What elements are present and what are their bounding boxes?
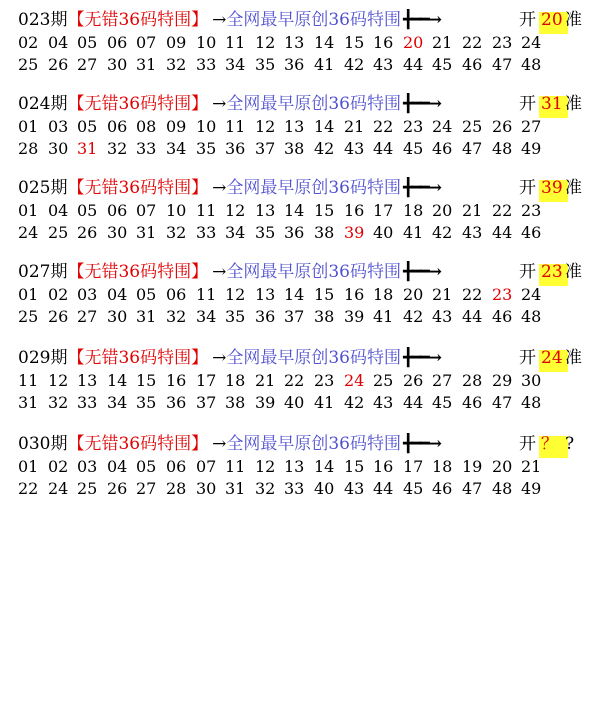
number-cell: 34 <box>225 223 246 242</box>
number-cell: 30 <box>196 479 217 498</box>
number-cell: 23 <box>521 201 542 220</box>
number-cell: 13 <box>284 457 305 476</box>
number-cell: 43 <box>344 139 365 158</box>
number-cell: 35 <box>255 223 276 242</box>
number-cell: 14 <box>284 285 305 304</box>
number-cell: 41 <box>403 223 424 242</box>
number-cell: 26 <box>48 55 69 74</box>
connector-arrow-icon: ╋━━→ <box>402 10 440 30</box>
number-cell: 07 <box>196 457 217 476</box>
number-cell: 13 <box>77 371 98 390</box>
number-cell: 13 <box>255 201 276 220</box>
number-cell: 45 <box>432 393 453 412</box>
number-cell: 44 <box>492 223 513 242</box>
number-cell: 31 <box>77 139 98 158</box>
prediction-block <box>0 176 595 256</box>
subtitle-text: 全网最早原创36码特围 <box>226 434 401 454</box>
number-row <box>18 306 578 328</box>
number-cell: 05 <box>136 285 157 304</box>
number-cell: 12 <box>255 33 276 52</box>
result-number: 39 <box>541 178 563 198</box>
number-cell: 10 <box>196 117 217 136</box>
arrow-icon: → <box>212 348 227 368</box>
number-cell: 27 <box>77 55 98 74</box>
number-cell: 40 <box>373 223 394 242</box>
number-cell: 11 <box>18 371 39 390</box>
number-cell: 07 <box>136 33 157 52</box>
open-label: 开 <box>519 262 536 282</box>
number-cell: 15 <box>344 33 365 52</box>
number-cell: 49 <box>521 479 542 498</box>
number-cell: 45 <box>403 479 424 498</box>
number-cell: 33 <box>284 479 305 498</box>
number-cell: 17 <box>196 371 217 390</box>
number-cell: 02 <box>18 33 39 52</box>
number-cell: 34 <box>225 55 246 74</box>
subtitle-text: 全网最早原创36码特围 <box>226 178 401 198</box>
number-cell: 26 <box>77 223 98 242</box>
number-cell: 33 <box>77 393 98 412</box>
result-number: 24 <box>541 348 563 368</box>
number-cell: 27 <box>432 371 453 390</box>
title-text: 【无错36码特围】 <box>67 10 209 30</box>
number-cell: 46 <box>462 393 483 412</box>
number-cell: 28 <box>18 139 39 158</box>
number-cell: 23 <box>492 33 513 52</box>
number-cell: 16 <box>166 371 187 390</box>
number-cell: 36 <box>166 393 187 412</box>
number-cell: 24 <box>344 371 365 390</box>
number-cell: 38 <box>225 393 246 412</box>
number-cell: 06 <box>166 285 187 304</box>
number-cell: 33 <box>136 139 157 158</box>
prediction-block <box>0 432 595 512</box>
prediction-block <box>0 260 595 340</box>
number-cell: 42 <box>344 55 365 74</box>
number-cell: 30 <box>107 55 128 74</box>
number-cell: 21 <box>521 457 542 476</box>
result-number: ？ <box>541 434 558 454</box>
open-label: 开 <box>519 348 536 368</box>
number-cell: 34 <box>196 307 217 326</box>
period-label: 027期 <box>18 262 68 282</box>
number-cell: 11 <box>225 117 246 136</box>
arrow-icon: → <box>212 178 227 198</box>
number-cell: 46 <box>521 223 542 242</box>
number-cell: 43 <box>373 55 394 74</box>
number-cell: 34 <box>107 393 128 412</box>
number-cell: 03 <box>77 285 98 304</box>
number-cell: 11 <box>225 457 246 476</box>
number-cell: 15 <box>314 201 335 220</box>
number-cell: 47 <box>462 139 483 158</box>
number-cell: 11 <box>196 285 217 304</box>
number-cell: 10 <box>166 201 187 220</box>
number-cell: 01 <box>18 457 39 476</box>
number-cell: 28 <box>166 479 187 498</box>
number-cell: 44 <box>462 307 483 326</box>
number-cell: 44 <box>373 479 394 498</box>
number-row <box>18 284 578 306</box>
number-cell: 06 <box>107 117 128 136</box>
number-cell: 41 <box>314 55 335 74</box>
number-cell: 05 <box>77 33 98 52</box>
result-number: 23 <box>541 262 563 282</box>
number-cell: 12 <box>255 117 276 136</box>
number-cell: 21 <box>255 371 276 390</box>
number-cell: 05 <box>77 117 98 136</box>
number-cell: 14 <box>107 371 128 390</box>
number-cell: 31 <box>136 307 157 326</box>
number-cell: 30 <box>48 139 69 158</box>
number-cell: 26 <box>48 307 69 326</box>
number-row <box>18 116 578 138</box>
number-cell: 32 <box>255 479 276 498</box>
number-cell: 35 <box>225 307 246 326</box>
number-cell: 30 <box>107 223 128 242</box>
title-text: 【无错36码特围】 <box>67 262 209 282</box>
number-cell: 15 <box>344 457 365 476</box>
number-cell: 24 <box>48 479 69 498</box>
block-header <box>18 346 440 370</box>
number-cell: 38 <box>314 223 335 242</box>
number-cell: 35 <box>136 393 157 412</box>
number-cell: 06 <box>107 201 128 220</box>
number-cell: 36 <box>225 139 246 158</box>
number-cell: 39 <box>344 223 365 242</box>
connector-arrow-icon: ╋━━→ <box>402 434 440 454</box>
number-cell: 27 <box>521 117 542 136</box>
number-cell: 41 <box>373 307 394 326</box>
number-cell: 06 <box>166 457 187 476</box>
number-cell: 14 <box>314 457 335 476</box>
number-row <box>18 370 578 392</box>
number-cell: 27 <box>77 307 98 326</box>
number-cell: 25 <box>77 479 98 498</box>
number-cell: 48 <box>492 479 513 498</box>
result-suffix: 准 <box>565 348 582 368</box>
period-label: 023期 <box>18 10 68 30</box>
number-cell: 31 <box>136 55 157 74</box>
number-cell: 21 <box>432 33 453 52</box>
result-number: 31 <box>541 94 563 114</box>
number-cell: 09 <box>166 33 187 52</box>
number-cell: 48 <box>521 55 542 74</box>
number-cell: 48 <box>521 307 542 326</box>
number-cell: 20 <box>403 33 424 52</box>
number-cell: 18 <box>225 371 246 390</box>
number-cell: 07 <box>136 201 157 220</box>
number-cell: 01 <box>18 201 39 220</box>
number-cell: 31 <box>136 223 157 242</box>
number-cell: 12 <box>255 457 276 476</box>
open-label: 开 <box>519 94 536 114</box>
number-cell: 37 <box>284 307 305 326</box>
block-header <box>18 92 440 116</box>
number-cell: 13 <box>284 33 305 52</box>
block-header <box>18 8 440 32</box>
number-cell: 04 <box>107 457 128 476</box>
number-cell: 47 <box>492 393 513 412</box>
number-cell: 26 <box>492 117 513 136</box>
number-cell: 10 <box>196 33 217 52</box>
number-cell: 22 <box>492 201 513 220</box>
subtitle-text: 全网最早原创36码特围 <box>226 348 401 368</box>
number-cell: 40 <box>284 393 305 412</box>
prediction-block <box>0 346 595 426</box>
number-cell: 16 <box>373 457 394 476</box>
connector-arrow-icon: ╋━━→ <box>402 348 440 368</box>
number-cell: 16 <box>344 201 365 220</box>
arrow-icon: → <box>212 434 227 454</box>
number-row <box>18 200 578 222</box>
number-cell: 31 <box>225 479 246 498</box>
number-cell: 15 <box>136 371 157 390</box>
number-cell: 14 <box>284 201 305 220</box>
number-row <box>18 54 578 76</box>
number-cell: 43 <box>373 393 394 412</box>
number-cell: 06 <box>107 33 128 52</box>
number-cell: 03 <box>77 457 98 476</box>
title-text: 【无错36码特围】 <box>67 178 209 198</box>
number-cell: 23 <box>403 117 424 136</box>
number-cell: 14 <box>314 117 335 136</box>
number-cell: 20 <box>492 457 513 476</box>
number-cell: 38 <box>314 307 335 326</box>
number-cell: 28 <box>462 371 483 390</box>
number-cell: 04 <box>48 201 69 220</box>
number-cell: 25 <box>18 307 39 326</box>
number-cell: 42 <box>314 139 335 158</box>
connector-arrow-icon: ╋━━→ <box>402 178 440 198</box>
number-cell: 40 <box>314 479 335 498</box>
number-cell: 16 <box>373 33 394 52</box>
number-cell: 12 <box>48 371 69 390</box>
number-cell: 02 <box>48 285 69 304</box>
number-cell: 47 <box>462 479 483 498</box>
number-cell: 18 <box>403 201 424 220</box>
arrow-icon: → <box>212 262 227 282</box>
number-cell: 36 <box>255 307 276 326</box>
result-suffix: 准 <box>565 10 582 30</box>
number-cell: 08 <box>136 117 157 136</box>
number-cell: 45 <box>403 139 424 158</box>
subtitle-text: 全网最早原创36码特围 <box>226 262 401 282</box>
number-cell: 48 <box>521 393 542 412</box>
number-cell: 46 <box>432 139 453 158</box>
number-cell: 21 <box>432 285 453 304</box>
number-row <box>18 456 578 478</box>
number-cell: 15 <box>314 285 335 304</box>
number-cell: 36 <box>284 55 305 74</box>
number-cell: 21 <box>344 117 365 136</box>
number-cell: 32 <box>166 307 187 326</box>
number-cell: 31 <box>18 393 39 412</box>
number-cell: 25 <box>48 223 69 242</box>
number-cell: 05 <box>136 457 157 476</box>
number-cell: 17 <box>373 201 394 220</box>
title-text: 【无错36码特围】 <box>67 434 209 454</box>
number-cell: 22 <box>18 479 39 498</box>
number-cell: 33 <box>196 223 217 242</box>
period-label: 024期 <box>18 94 68 114</box>
number-cell: 43 <box>344 479 365 498</box>
number-cell: 44 <box>403 393 424 412</box>
number-cell: 24 <box>521 285 542 304</box>
number-cell: 03 <box>48 117 69 136</box>
number-cell: 26 <box>403 371 424 390</box>
subtitle-text: 全网最早原创36码特围 <box>226 10 401 30</box>
number-row <box>18 222 578 244</box>
number-cell: 19 <box>462 457 483 476</box>
number-cell: 26 <box>107 479 128 498</box>
number-cell: 24 <box>18 223 39 242</box>
number-row <box>18 138 578 160</box>
number-cell: 04 <box>48 33 69 52</box>
number-row <box>18 478 578 500</box>
number-cell: 13 <box>284 117 305 136</box>
number-cell: 24 <box>521 33 542 52</box>
result-suffix: 准 <box>565 262 582 282</box>
number-cell: 24 <box>432 117 453 136</box>
connector-arrow-icon: ╋━━→ <box>402 262 440 282</box>
number-cell: 44 <box>403 55 424 74</box>
number-cell: 39 <box>255 393 276 412</box>
result-number: 20 <box>541 10 563 30</box>
arrow-icon: → <box>212 94 227 114</box>
number-cell: 45 <box>432 55 453 74</box>
number-cell: 32 <box>48 393 69 412</box>
number-cell: 20 <box>432 201 453 220</box>
number-cell: 44 <box>373 139 394 158</box>
number-cell: 34 <box>166 139 187 158</box>
number-cell: 30 <box>107 307 128 326</box>
number-cell: 46 <box>492 307 513 326</box>
number-cell: 21 <box>462 201 483 220</box>
open-label: 开 <box>519 434 536 454</box>
period-label: 030期 <box>18 434 68 454</box>
number-cell: 25 <box>18 55 39 74</box>
arrow-icon: → <box>212 10 227 30</box>
number-cell: 02 <box>48 457 69 476</box>
block-header <box>18 432 440 456</box>
number-cell: 23 <box>314 371 335 390</box>
number-cell: 01 <box>18 117 39 136</box>
number-cell: 49 <box>521 139 542 158</box>
open-label: 开 <box>519 10 536 30</box>
number-cell: 35 <box>196 139 217 158</box>
number-cell: 46 <box>462 55 483 74</box>
number-cell: 22 <box>284 371 305 390</box>
number-cell: 12 <box>225 201 246 220</box>
title-text: 【无错36码特围】 <box>67 348 209 368</box>
period-label: 025期 <box>18 178 68 198</box>
number-cell: 22 <box>373 117 394 136</box>
number-cell: 11 <box>196 201 217 220</box>
subtitle-text: 全网最早原创36码特围 <box>226 94 401 114</box>
number-cell: 41 <box>314 393 335 412</box>
number-cell: 42 <box>403 307 424 326</box>
number-cell: 36 <box>284 223 305 242</box>
number-cell: 42 <box>344 393 365 412</box>
number-cell: 05 <box>77 201 98 220</box>
number-cell: 18 <box>373 285 394 304</box>
number-cell: 01 <box>18 285 39 304</box>
number-cell: 20 <box>403 285 424 304</box>
number-cell: 11 <box>225 33 246 52</box>
connector-arrow-icon: ╋━━→ <box>402 94 440 114</box>
number-cell: 13 <box>255 285 276 304</box>
number-cell: 22 <box>462 33 483 52</box>
result-suffix: 准 <box>565 94 582 114</box>
prediction-block <box>0 8 595 88</box>
number-cell: 35 <box>255 55 276 74</box>
number-cell: 38 <box>284 139 305 158</box>
number-cell: 32 <box>166 223 187 242</box>
number-cell: 14 <box>314 33 335 52</box>
number-cell: 25 <box>462 117 483 136</box>
number-cell: 39 <box>344 307 365 326</box>
period-label: 029期 <box>18 348 68 368</box>
open-label: 开 <box>519 178 536 198</box>
number-cell: 30 <box>521 371 542 390</box>
number-cell: 22 <box>462 285 483 304</box>
number-cell: 48 <box>492 139 513 158</box>
block-header <box>18 260 440 284</box>
result-suffix: 准 <box>565 178 582 198</box>
number-cell: 43 <box>432 307 453 326</box>
number-cell: 09 <box>166 117 187 136</box>
title-text: 【无错36码特围】 <box>67 94 209 114</box>
block-header <box>18 176 440 200</box>
number-cell: 46 <box>432 479 453 498</box>
number-cell: 47 <box>492 55 513 74</box>
number-cell: 37 <box>255 139 276 158</box>
number-cell: 12 <box>225 285 246 304</box>
number-cell: 23 <box>492 285 513 304</box>
number-cell: 33 <box>196 55 217 74</box>
prediction-block <box>0 92 595 172</box>
number-cell: 27 <box>136 479 157 498</box>
number-cell: 18 <box>432 457 453 476</box>
number-row <box>18 392 578 414</box>
number-cell: 17 <box>403 457 424 476</box>
number-row <box>18 32 578 54</box>
number-cell: 29 <box>492 371 513 390</box>
number-cell: 04 <box>107 285 128 304</box>
number-cell: 25 <box>373 371 394 390</box>
number-cell: 43 <box>462 223 483 242</box>
result-suffix: ? <box>565 434 575 454</box>
number-cell: 32 <box>166 55 187 74</box>
number-cell: 16 <box>344 285 365 304</box>
number-cell: 42 <box>432 223 453 242</box>
number-cell: 32 <box>107 139 128 158</box>
number-cell: 37 <box>196 393 217 412</box>
